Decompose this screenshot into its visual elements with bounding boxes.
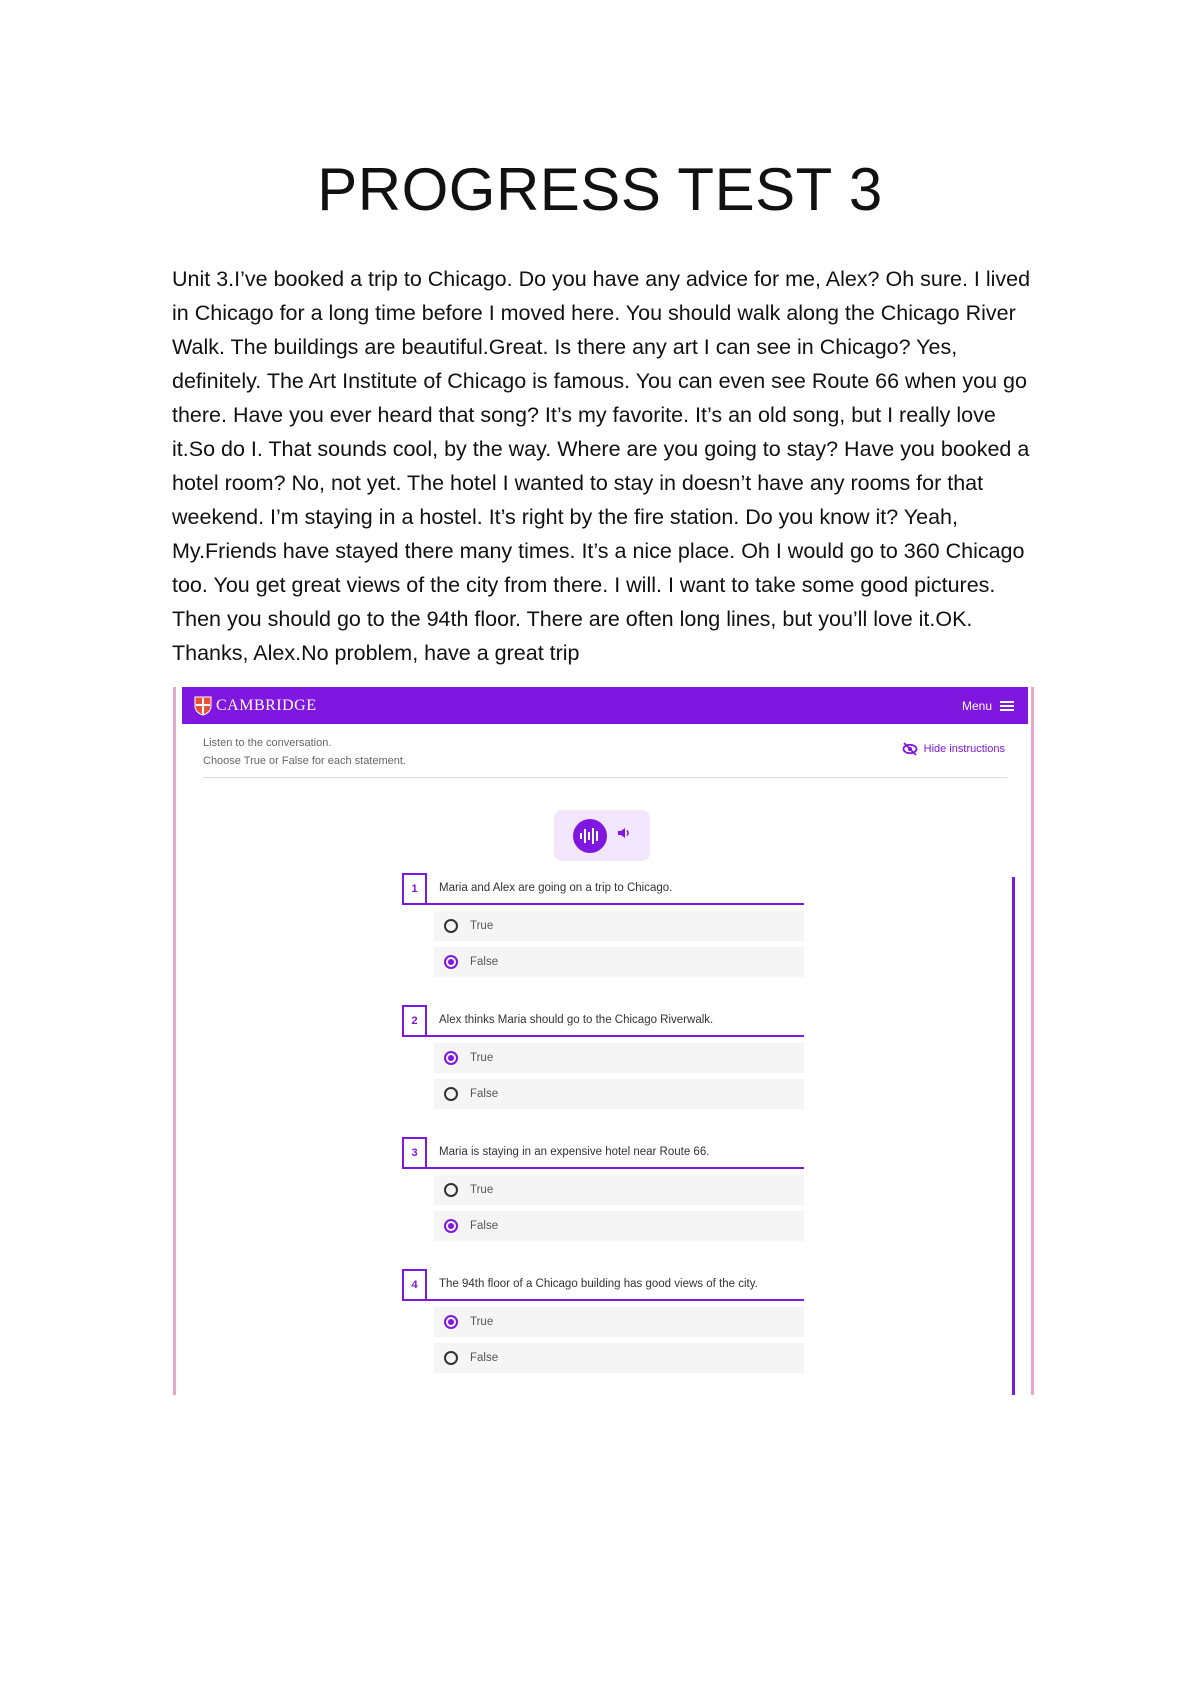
question-card <box>402 1137 804 1241</box>
option-label: True <box>470 1052 494 1064</box>
radio-unselected-icon <box>444 919 458 933</box>
option-label: False <box>470 956 499 968</box>
question-card <box>402 873 804 977</box>
option-label: False <box>470 1220 499 1232</box>
scroll-rail[interactable] <box>1012 877 1015 1395</box>
question-header <box>402 1005 804 1037</box>
option-label: True <box>470 1184 494 1196</box>
question-card <box>402 1005 804 1109</box>
app-header <box>182 687 1028 724</box>
option-false[interactable] <box>434 1343 804 1373</box>
radio-selected-icon <box>444 1219 458 1233</box>
option-label: False <box>470 1088 499 1100</box>
transcript-text: Unit 3.I’ve booked a trip to Chicago. Do you have any advice for me, Alex? Oh sure. I lived in Chicago for a long time before I moved here. You should walk along the Chicago River Walk. The buildings are beautiful.Great. Is there any art I can see in Chicago? Yes, definitely. The Art Institute of Chicago is famous. You can even see Route 66 when you go there. Have you ever heard that song? It’s my favorite. It’s an old song, but I really love it.So do I. That sounds cool, by the way. Where are you going to stay? Have you booked a hotel room? No, not yet. The hotel I wanted to stay in doesn’t have any rooms for that weekend. I’m staying in a hostel. It’s right by the fire station. Do you know it? Yeah, My.Friends have stayed there many times. It’s a nice place. Oh I would go to 360 Chicago too. You get great views of the city from there. I will. I want to take some good pictures. Then you should go to the 94th floor. There are often long lines, but you’ll love it.OK. Thanks, Alex.No problem, have a great trip <box>172 267 1031 665</box>
question-text: Alex thinks Maria should go to the Chicago Riverwalk. <box>439 1014 714 1026</box>
question-text: Maria and Alex are going on a trip to Chicago. <box>439 882 673 894</box>
option-label: False <box>470 1352 499 1364</box>
question-number: 1 <box>402 873 427 903</box>
option-true[interactable] <box>434 1043 804 1073</box>
brand-logo[interactable] <box>194 696 317 716</box>
option-true[interactable] <box>434 911 804 941</box>
brand-name: CAMBRIDGE <box>216 696 317 714</box>
radio-unselected-icon <box>444 1351 458 1365</box>
hide-instructions-label: Hide instructions <box>923 743 1005 755</box>
audio-player <box>554 810 650 861</box>
option-false[interactable] <box>434 947 804 977</box>
question-number: 3 <box>402 1137 427 1167</box>
radio-selected-icon <box>444 1315 458 1329</box>
embedded-screenshot <box>173 687 1034 1395</box>
question-text: Maria is staying in an expensive hotel near Route 66. <box>439 1146 710 1158</box>
hamburger-icon <box>1000 701 1014 711</box>
question-number: 2 <box>402 1005 427 1035</box>
instruction-line: Listen to the conversation. <box>203 737 332 749</box>
shield-icon <box>194 696 212 716</box>
waveform-icon <box>579 827 601 845</box>
volume-icon <box>617 826 631 840</box>
question-card <box>402 1269 804 1373</box>
question-header <box>402 1137 804 1169</box>
instructions <box>203 734 406 770</box>
question-number: 4 <box>402 1269 427 1299</box>
eye-slash-icon <box>902 741 918 757</box>
menu-label: Menu <box>961 698 992 713</box>
option-true[interactable] <box>434 1307 804 1337</box>
radio-selected-icon <box>444 955 458 969</box>
audio-play-button[interactable] <box>573 819 607 853</box>
radio-unselected-icon <box>444 1183 458 1197</box>
option-label: True <box>470 1316 494 1328</box>
instruction-line: Choose True or False for each statement. <box>203 755 406 767</box>
radio-selected-icon <box>444 1051 458 1065</box>
question-header <box>402 873 804 905</box>
page-title: PROGRESS TEST 3 <box>317 156 883 223</box>
question-text: The 94th floor of a Chicago building has good views of the city. <box>439 1278 758 1290</box>
option-false[interactable] <box>434 1079 804 1109</box>
option-label: True <box>470 920 494 932</box>
hide-instructions-button[interactable] <box>902 741 1005 757</box>
option-true[interactable] <box>434 1175 804 1205</box>
volume-button[interactable] <box>617 826 631 845</box>
option-false[interactable] <box>434 1211 804 1241</box>
menu-button[interactable] <box>962 699 1014 713</box>
divider <box>203 777 1007 778</box>
radio-unselected-icon <box>444 1087 458 1101</box>
question-header <box>402 1269 804 1301</box>
